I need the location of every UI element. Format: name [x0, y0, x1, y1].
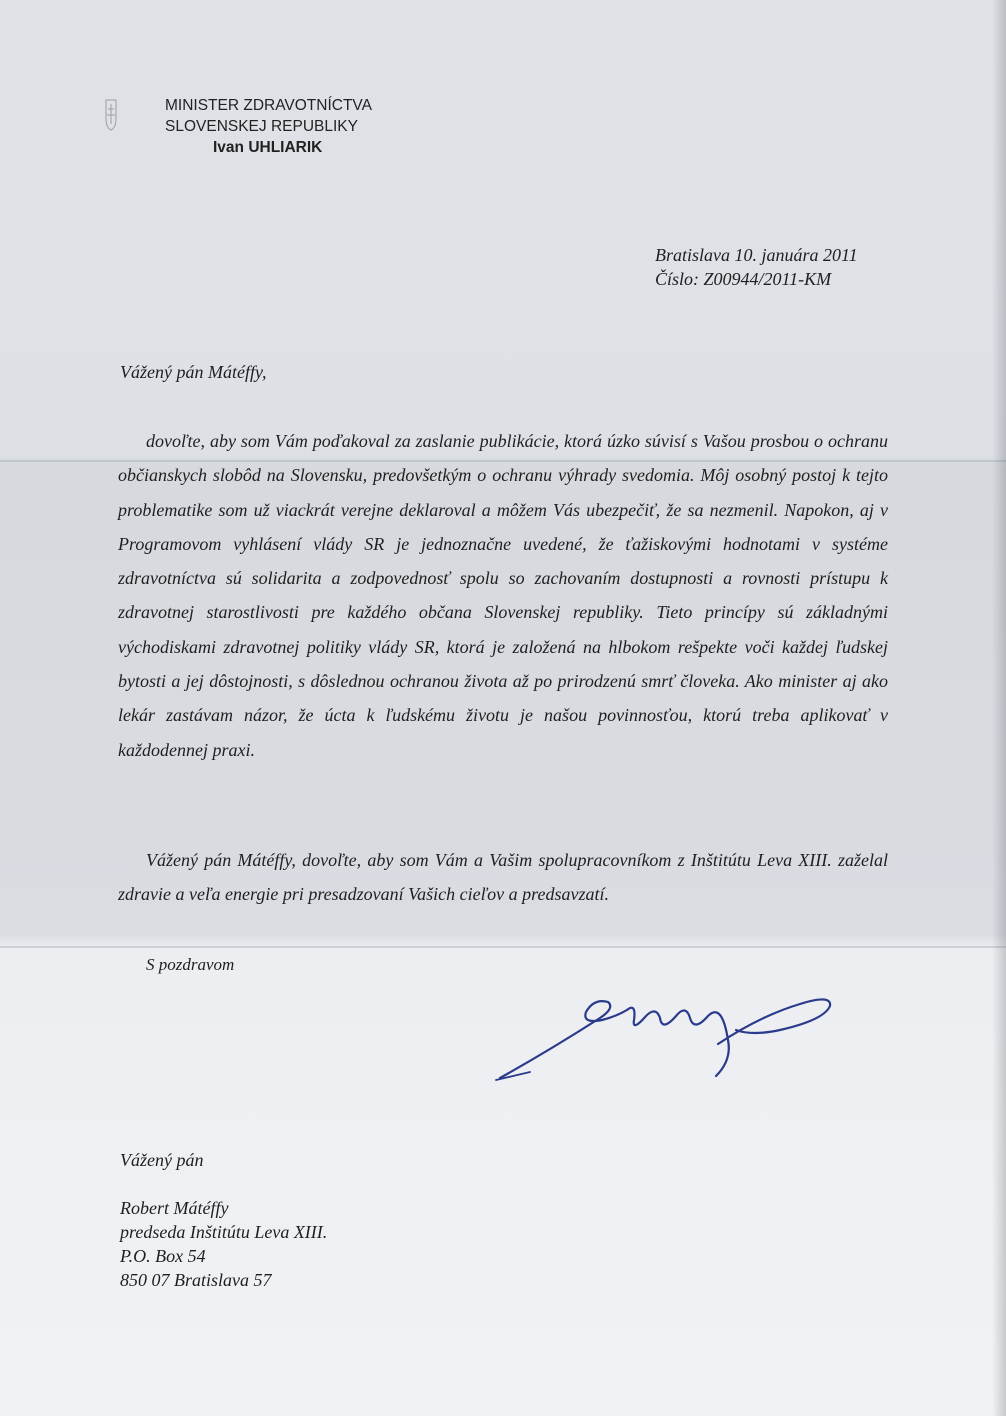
addressee-po-box: P.O. Box 54	[120, 1246, 206, 1266]
paper-edge-shadow	[992, 0, 1006, 1416]
addressee-label: Vážený pán	[120, 1150, 204, 1170]
addressee-block	[120, 1196, 327, 1292]
reference-number: Číslo: Z00944/2011-KM	[655, 269, 832, 289]
paper-fold-line	[0, 946, 1006, 948]
letter-date: Bratislava 10. januára 2011	[655, 245, 858, 265]
addressee-city: 850 07 Bratislava 57	[120, 1270, 272, 1290]
body-paragraph: Vážený pán Mátéffy, dovoľte, aby som Vám a Vašim spolupracovníkom z Inštitútu Leva XIII. zaželal zdravie a veľa energie pri presadzovaní Vašich cieľov a predsavzatí.	[118, 850, 888, 905]
letterhead-subtitle: SLOVENSKEJ REPUBLIKY	[165, 118, 358, 135]
handwritten-signature	[490, 980, 850, 1090]
date-block	[655, 243, 858, 291]
letterhead-title: MINISTER ZDRAVOTNÍCTVA	[165, 97, 372, 114]
addressee-name: Robert Mátéffy	[120, 1198, 229, 1218]
addressee-title: predseda Inštitútu Leva XIII.	[120, 1222, 328, 1242]
state-crest-icon	[104, 98, 118, 132]
letterhead-name: Ivan UHLIARIK	[213, 139, 323, 156]
salutation: Vážený pán Mátéffy,	[120, 362, 267, 382]
closing: S pozdravom	[146, 955, 235, 974]
letterhead	[165, 95, 372, 158]
body-paragraph: dovoľte, aby som Vám poďakoval za zaslanie publikácie, ktorá úzko súvisí s Vašou prosbou o ochranu občianskych slobôd na Slovensku, predovšetkým o ochranu výhrady svedomia. Môj osobný postoj k tejto problematike som už viackrát verejne deklaroval a môžem Vás ubezpečiť, že sa nezmenil. Napokon, aj v Programovom vyhlásení vlády SR je jednoznačne uvedené, že ťažiskovými hodnotami v systéme zdravotníctva sú solidarita a zodpovednosť spolu so zachovaním dostupnosti a rovnosti prístupu k zdravotnej starostlivosti pre každého občana Slovenskej republiky. Tieto princípy sú základnými východiskami zdravotnej politiky vlády SR, ktorá je založená na hlbokom rešpekte voči každej ľudskej bytosti a jej dôstojnosti, s dôslednou ochranou života až po prirodzenú smrť človeka. Ako minister aj ako lekár zastávam názor, že úcta k ľudskému životu je našou povinnosťou, ktorú treba aplikovať v každodennej praxi.	[118, 431, 888, 760]
